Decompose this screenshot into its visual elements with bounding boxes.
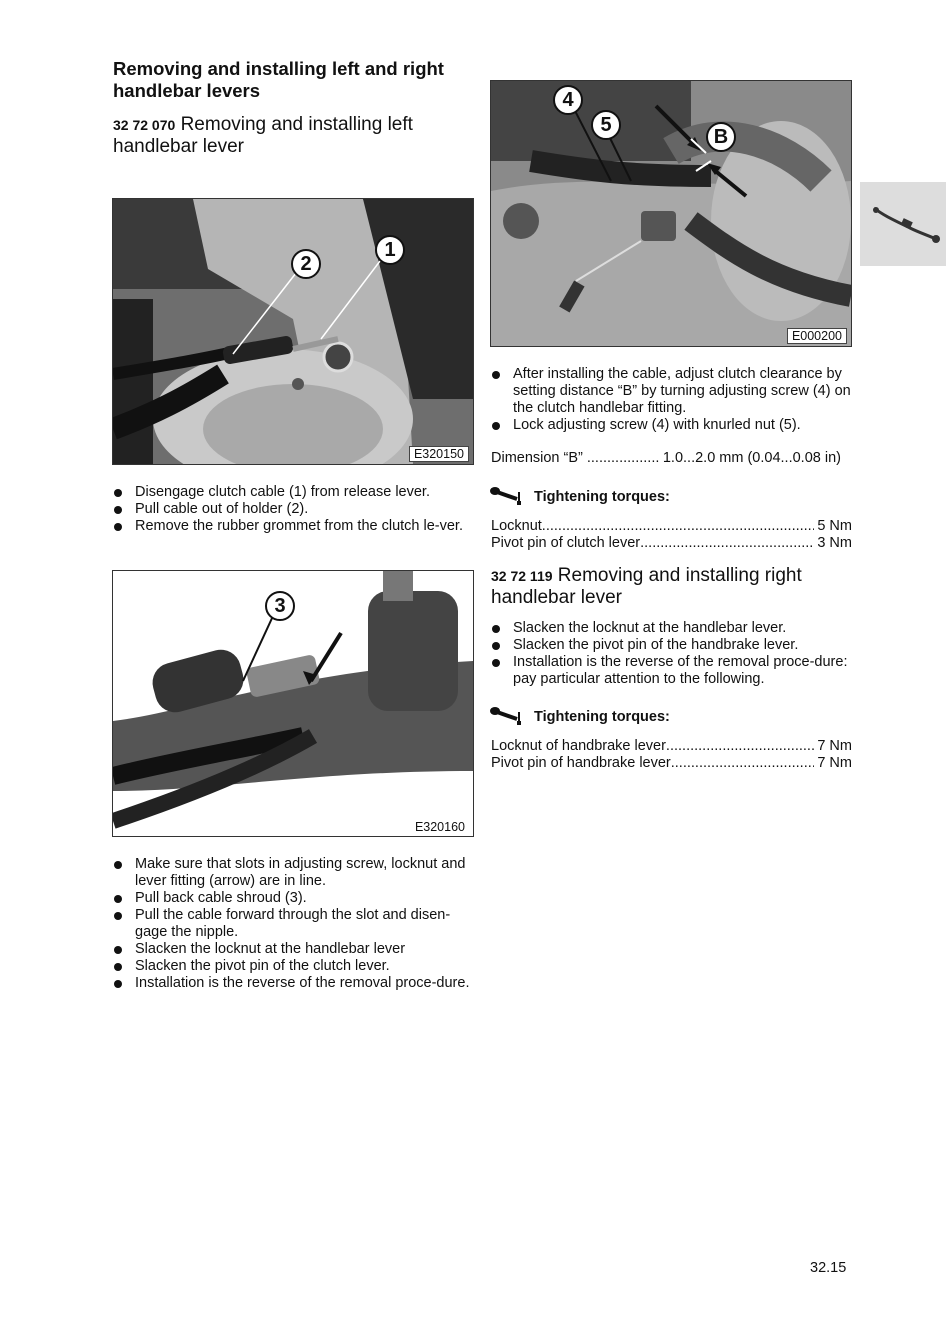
list-item: Slacken the pivot pin of the handbrake lever.: [491, 637, 853, 654]
section-tab: [860, 182, 946, 266]
torque-heading: [489, 704, 670, 726]
torque-row: Locknut of handbrake lever ..... 7 Nm: [491, 738, 852, 755]
list-item: Pull back cable shroud (3).: [113, 890, 473, 907]
section-heading-left-lever: [113, 114, 463, 158]
step-list-1: [113, 484, 473, 535]
figure-e320160: [112, 570, 474, 837]
list-item: Installation is the reverse of the removal proce-dure.: [113, 975, 473, 992]
callout-5: 5: [591, 110, 621, 140]
page-title: Removing and installing left and right handlebar levers: [113, 58, 444, 101]
torque-row: Locknut ..... 5 Nm: [491, 518, 852, 535]
step-list-2: [113, 856, 473, 992]
section-title: Removing and installing right handlebar lever: [491, 565, 802, 608]
section-title: Removing and installing left handlebar lever: [113, 114, 413, 157]
torque-row: Pivot pin of clutch lever ..... 3 Nm: [491, 535, 852, 552]
callout-b: B: [706, 122, 736, 152]
figure-e320150: [112, 198, 474, 465]
step-list-3: [491, 366, 853, 434]
step-list-4: [491, 620, 853, 688]
handlebar-lever-photo: [491, 81, 851, 346]
section-code: 32 72 119: [491, 568, 553, 584]
callout-3: 3: [265, 591, 295, 621]
list-item: Remove the rubber grommet from the clutch le-ver.: [113, 518, 473, 535]
cable-icon: [860, 182, 946, 266]
list-item: Lock adjusting screw (4) with knurled nut (5).: [491, 417, 853, 434]
list-item: Make sure that slots in adjusting screw, locknut and lever fitting (arrow) are in line.: [113, 856, 473, 890]
torque-wrench-icon: [489, 484, 533, 506]
dimension-label: Dimension “B”: [491, 450, 583, 466]
dimension-value: 1.0...2.0 mm (0.04...0.08 in): [662, 450, 841, 466]
list-item: Slacken the locknut at the handlebar lever: [113, 941, 473, 958]
list-item: Installation is the reverse of the removal proce-dure: pay particular attention to the following.: [491, 654, 853, 688]
list-item: After installing the cable, adjust clutch clearance by setting distance “B” by turning adjusting screw (4) on the clutch handlebar fitting.: [491, 366, 853, 417]
figure-id-label: E320160: [411, 820, 469, 834]
torque-heading-text: Tightening torques:: [534, 709, 670, 725]
torque-heading: [489, 484, 670, 506]
engine-clutch-photo: [113, 199, 473, 464]
callout-2: 2: [291, 249, 321, 279]
figure-e000200: [490, 80, 852, 347]
list-item: Pull cable out of holder (2).: [113, 501, 473, 518]
section-code: 32 72 070: [113, 117, 176, 133]
callout-1: 1: [375, 235, 405, 265]
list-item: Pull the cable forward through the slot and disen-gage the nipple.: [113, 907, 473, 941]
torque-wrench-icon: [489, 704, 533, 726]
torque-heading-text: Tightening torques:: [534, 489, 670, 505]
list-item: Slacken the locknut at the handlebar lever.: [491, 620, 853, 637]
list-item: Disengage clutch cable (1) from release lever.: [113, 484, 473, 501]
section-heading-right-lever: [491, 565, 851, 609]
list-item: Slacken the pivot pin of the clutch lever.: [113, 958, 473, 975]
page-number: 32.15: [810, 1260, 847, 1276]
torque-row: Pivot pin of handbrake lever ..... 7 Nm: [491, 755, 852, 772]
figure-id-label: E320150: [409, 446, 469, 462]
dimension-row: [491, 450, 852, 467]
callout-4: 4: [553, 85, 583, 115]
figure-id-label: E000200: [787, 328, 847, 344]
